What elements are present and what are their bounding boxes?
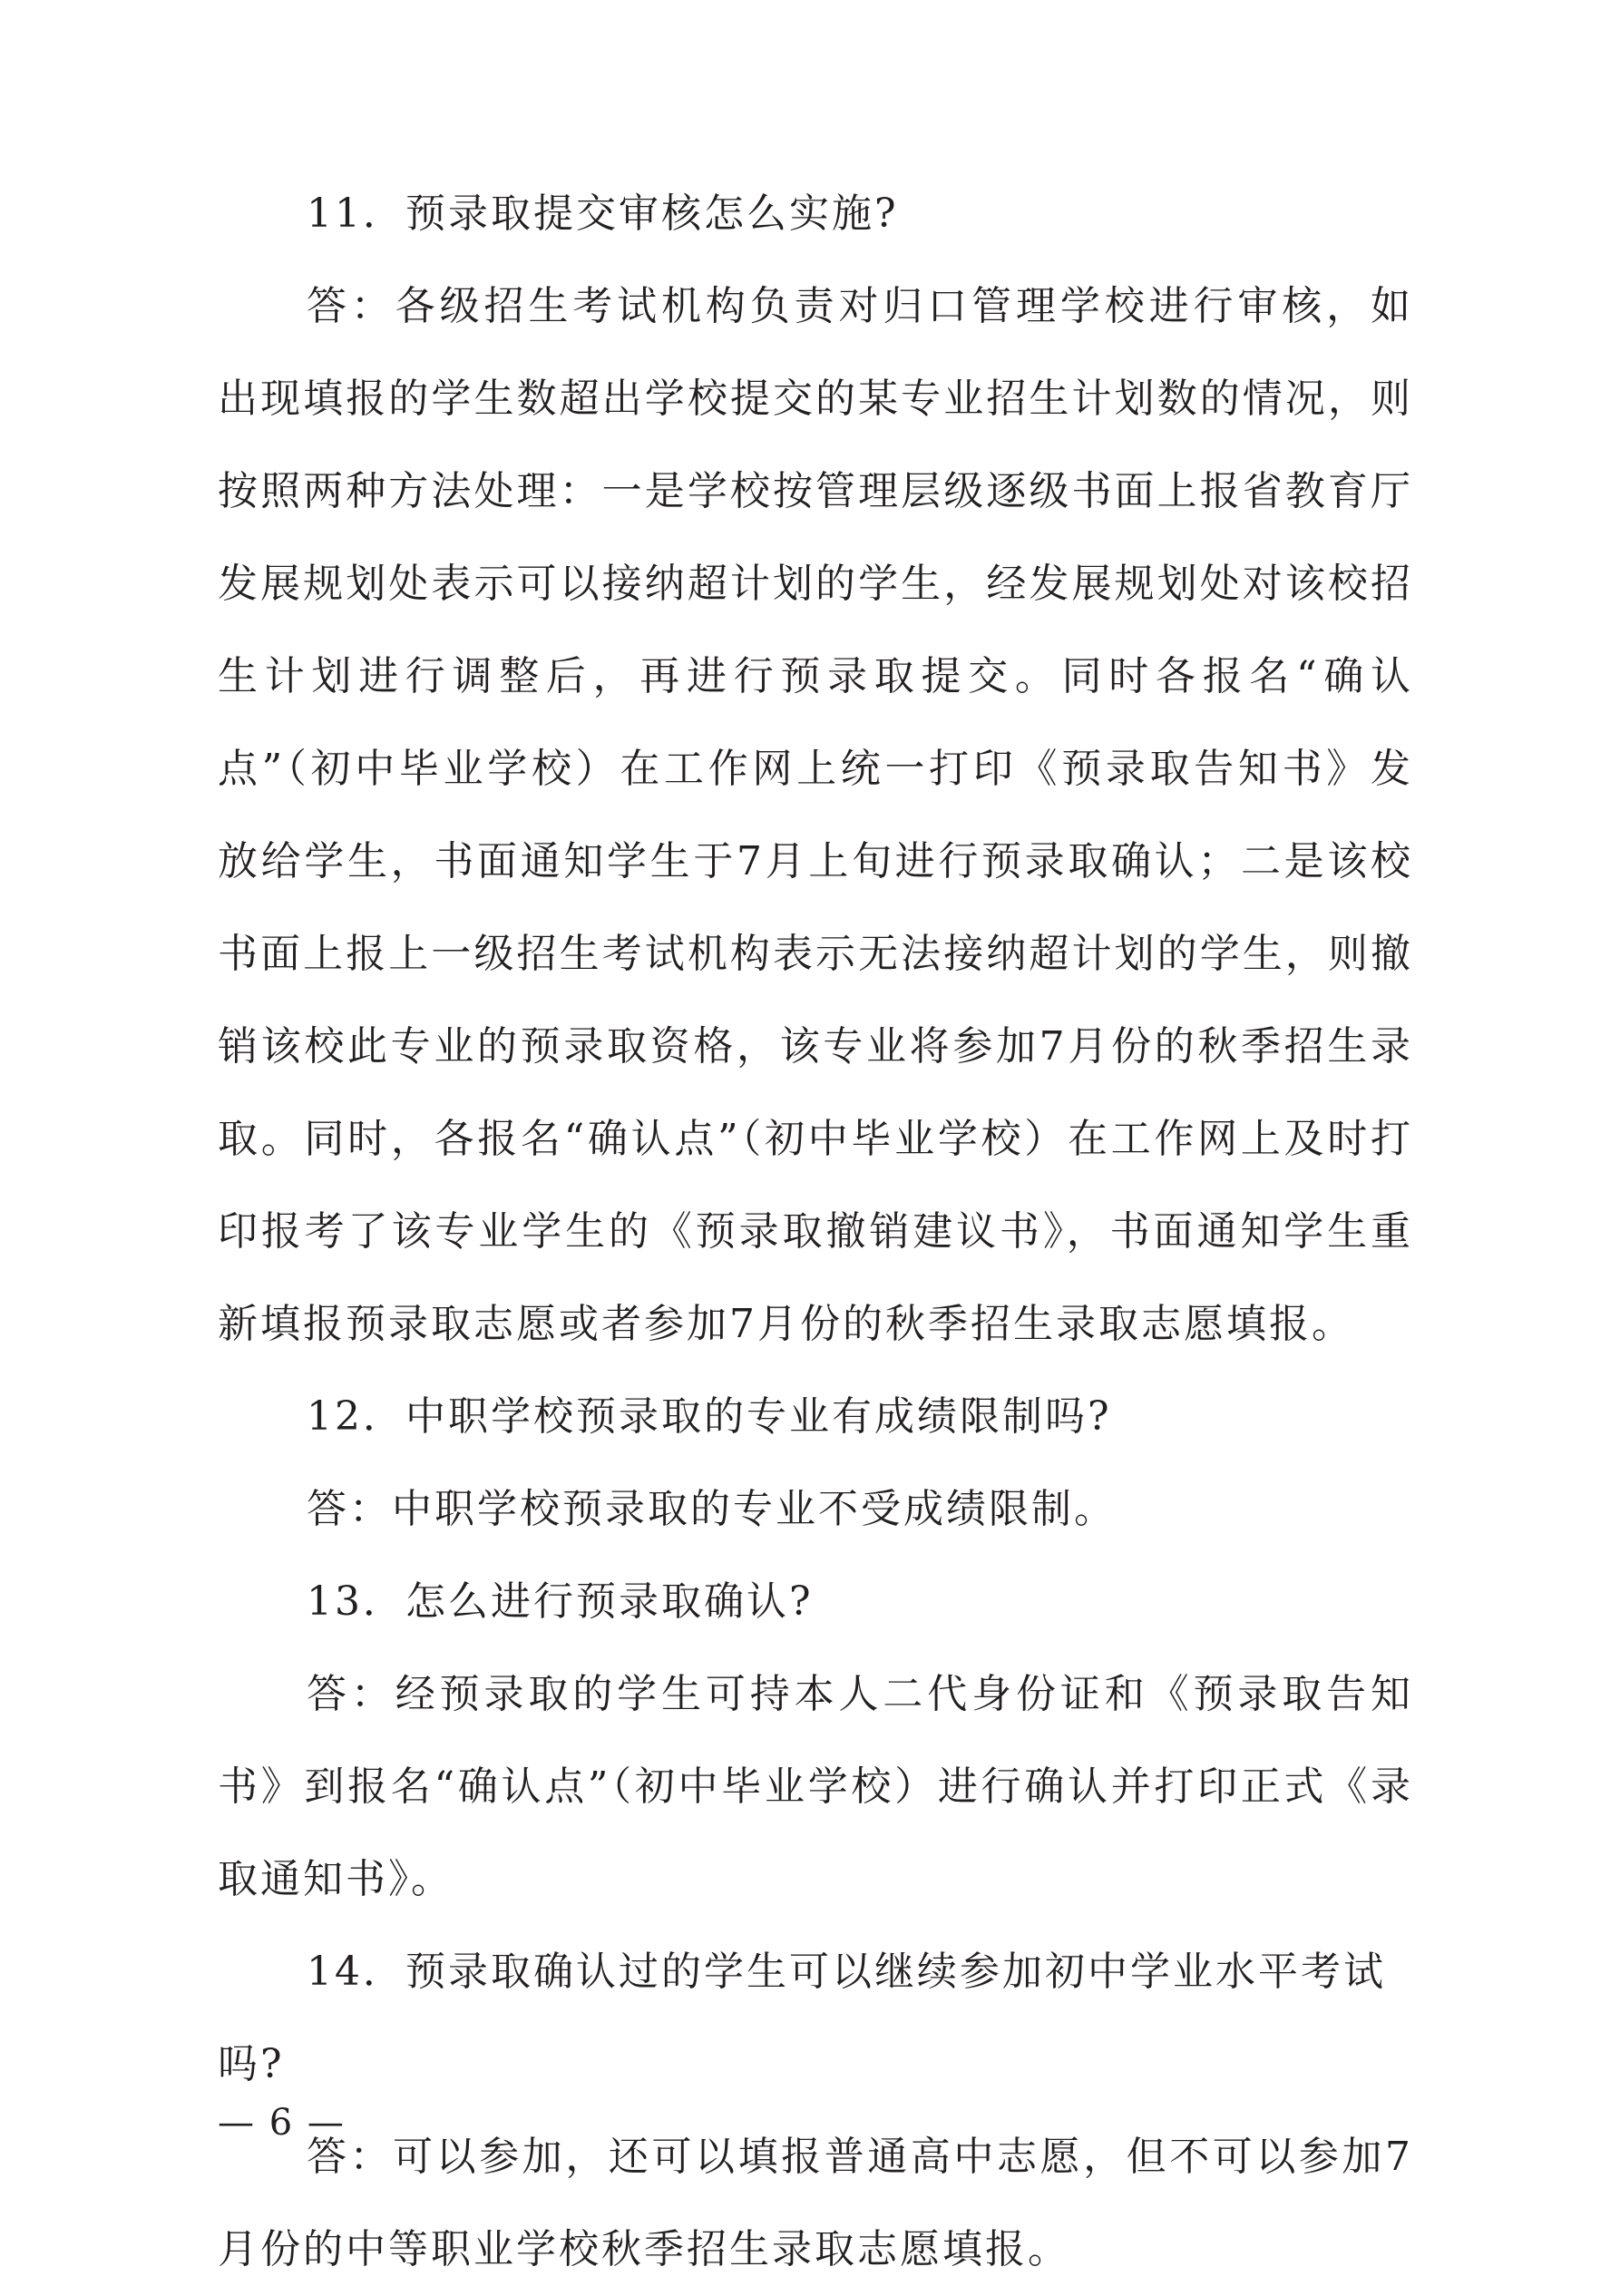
question-12: 12．中职学校预录取的专业有成绩限制吗? <box>307 1393 1112 1440</box>
answer-14: 答：可以参加，还可以填报普通高中志愿，但不可以参加7月份的中等职业学校秋季招生录取志愿填报。 <box>218 2134 1413 2272</box>
answer-11: 答：各级招生考试机构负责对归口管理学校进行审核，如出现填报的学生数超出学校提交的某专业招生计划数的情况，则按照两种方法处理：一是学校按管理层级逐级书面上报省教育厅发展规划处表示可以接纳超计划的学生，经发展规划处对该校招生计划进行调整后，再进行预录取提交。同时各报名“确认点”（初中毕业学校）在工作网上统一打印《预录取告知书》发放给学生，书面通知学生于7月上旬进行预录取确认；二是该校书面上报上一级招生考试机构表示无法接纳超计划的学生，则撤销该校此专业的预录取资格，该专业将参加7月份的秋季招生录取。同时，各报名“确认点”（初中毕业学校）在工作网上及时打印报考了该专业学生的《预录取撤销建议书》，书面通知学生重新填报预录取志愿或者参加7月份的秋季招生录取志愿填报。 <box>218 283 1413 1347</box>
answer-13: 答：经预录取的学生可持本人二代身份证和《预录取告知书》到报名“确认点”（初中毕业学校）进行确认并打印正式《录取通知书》。 <box>218 1671 1413 1902</box>
page-number: — 6 — <box>218 2102 346 2144</box>
question-14: 14．预录取确认过的学生可以继续参加初中学业水平考试吗? <box>218 1949 1386 2087</box>
question-13: 13．怎么进行预录取确认? <box>307 1578 814 1625</box>
question-11: 11．预录取提交审核怎么实施? <box>307 191 899 237</box>
page-body <box>218 168 1413 2296</box>
answer-12: 答：中职学校预录取的专业不受成绩限制。 <box>307 1486 1117 1532</box>
